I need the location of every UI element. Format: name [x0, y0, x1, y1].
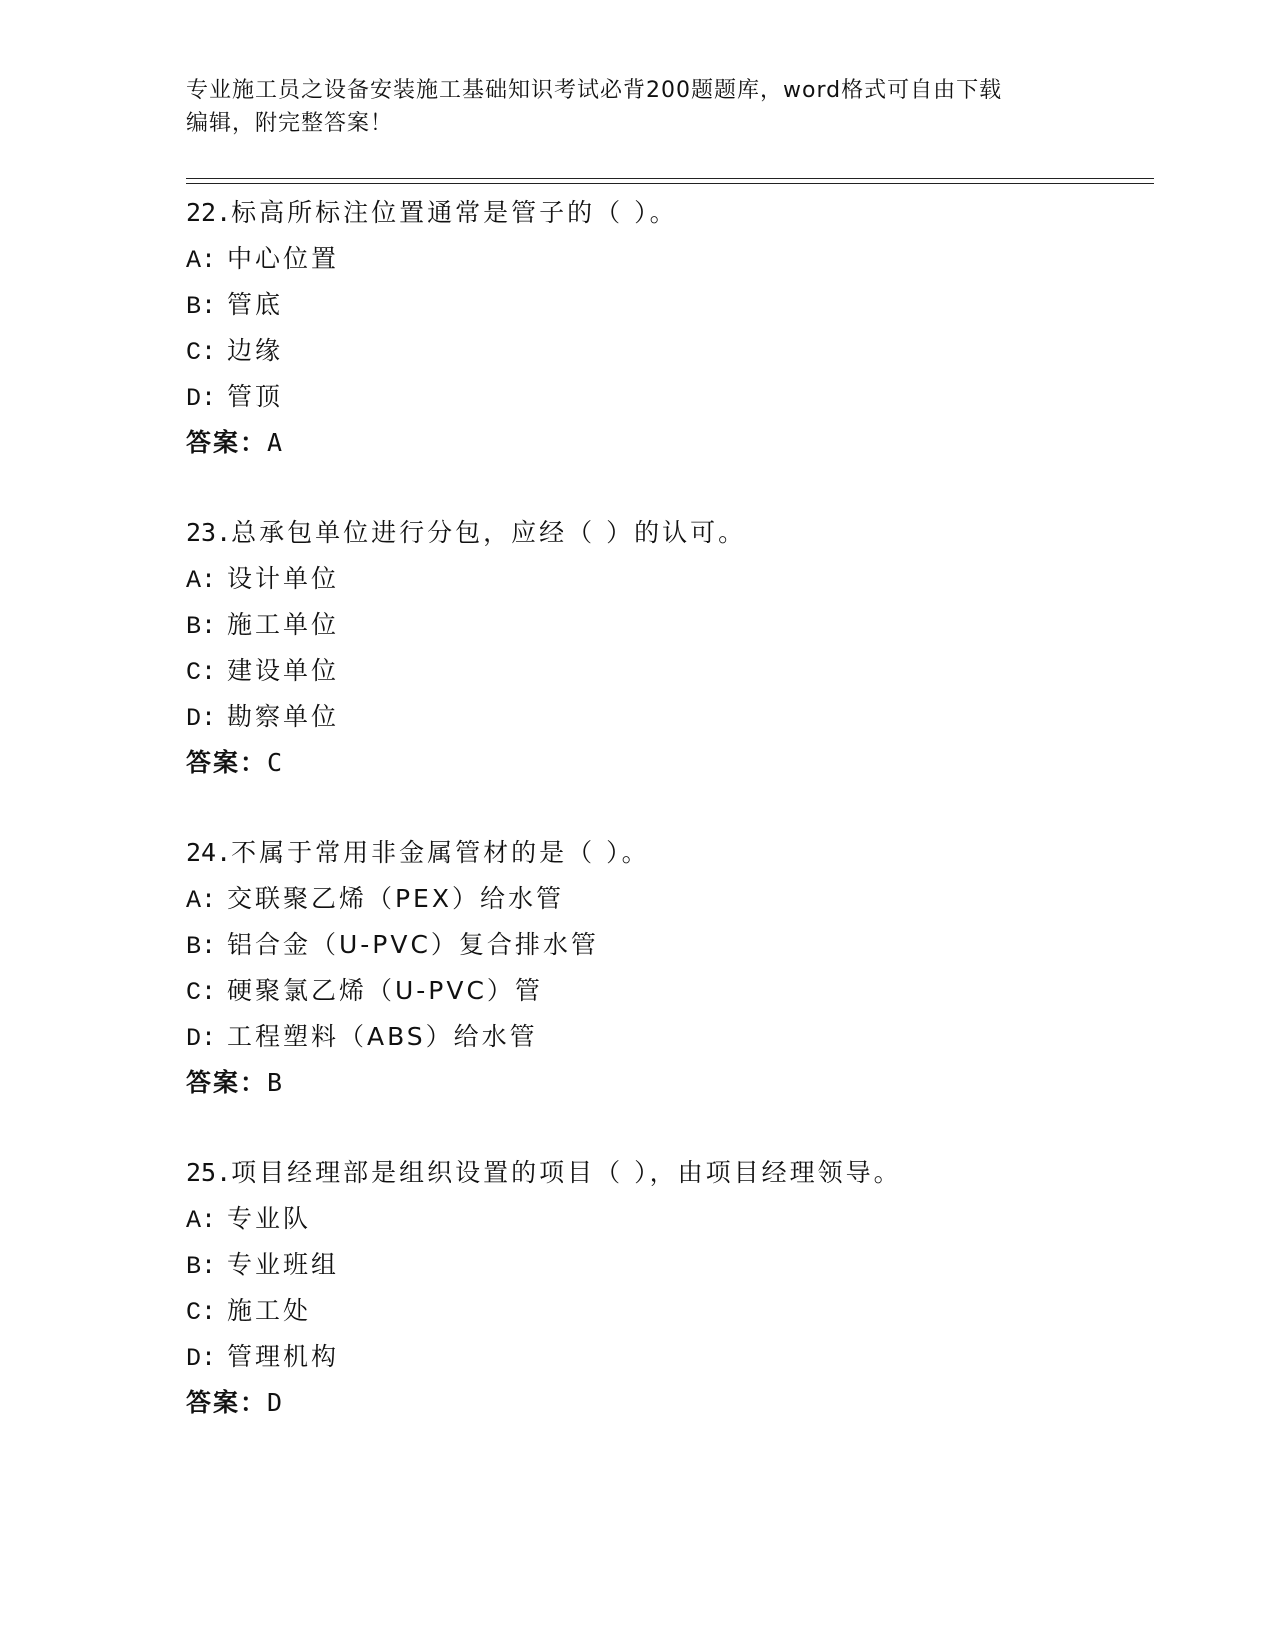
option-c: [186, 328, 1146, 374]
question-number: 25.: [186, 1158, 232, 1187]
question-text: 标高所标注位置通常是管子的（ ）。: [231, 198, 678, 227]
answer-value: D: [267, 1388, 285, 1417]
option-text: 管顶: [226, 382, 283, 411]
option-text: 专业班组: [226, 1250, 339, 1279]
answer-label: 答案：: [186, 428, 268, 457]
answer-value: B: [267, 1068, 285, 1097]
option-letter: A:: [186, 566, 217, 595]
option-text: 专业队: [226, 1204, 311, 1233]
header-divider-bottom: [186, 183, 1154, 184]
option-text: 设计单位: [226, 564, 339, 593]
option-c: [186, 648, 1146, 694]
option-c: [186, 1288, 1146, 1334]
option-text: 铝合金（U-PVC）复合排水管: [226, 930, 599, 959]
document-header: [186, 74, 1066, 140]
option-a: [186, 876, 1146, 922]
option-letter: C:: [186, 978, 217, 1007]
option-letter: B:: [186, 292, 217, 321]
question-23: [186, 510, 1146, 830]
option-letter: A:: [186, 1206, 217, 1235]
answer-value: A: [267, 428, 285, 457]
option-text: 交联聚乙烯（PEX）给水管: [226, 884, 564, 913]
option-letter: B:: [186, 612, 217, 641]
option-letter: D:: [186, 1024, 217, 1053]
option-text: 施工处: [226, 1296, 311, 1325]
question-24: [186, 830, 1146, 1150]
option-text: 勘察单位: [226, 702, 339, 731]
option-text: 施工单位: [226, 610, 339, 639]
option-d: [186, 374, 1146, 420]
option-d: [186, 694, 1146, 740]
option-text: 建设单位: [226, 656, 339, 685]
option-letter: C:: [186, 1298, 217, 1327]
option-letter: B:: [186, 1252, 217, 1281]
question-text: 项目经理部是组织设置的项目（ ），由项目经理领导。: [231, 1158, 902, 1187]
option-text: 边缘: [226, 336, 283, 365]
option-letter: B:: [186, 932, 217, 961]
option-d: [186, 1334, 1146, 1380]
option-text: 中心位置: [226, 244, 339, 273]
question-list: [186, 190, 1146, 1470]
question-stem: [186, 1150, 1146, 1196]
option-letter: D:: [186, 384, 217, 413]
question-stem: [186, 510, 1146, 556]
question-number: 23.: [186, 518, 232, 547]
answer-line: [186, 740, 1146, 786]
answer-line: [186, 420, 1146, 466]
option-a: [186, 236, 1146, 282]
answer-line: [186, 1060, 1146, 1106]
question-text: 不属于常用非金属管材的是（ ）。: [231, 838, 650, 867]
header-title-line-2: 编辑，附完整答案！: [186, 111, 394, 136]
option-text: 工程塑料（ABS）给水管: [226, 1022, 538, 1051]
question-stem: [186, 190, 1146, 236]
option-letter: C:: [186, 658, 217, 687]
option-b: [186, 282, 1146, 328]
option-text: 管底: [226, 290, 283, 319]
option-d: [186, 1014, 1146, 1060]
option-c: [186, 968, 1146, 1014]
question-25: [186, 1150, 1146, 1470]
answer-label: 答案：: [186, 748, 268, 777]
answer-label: 答案：: [186, 1068, 268, 1097]
option-a: [186, 1196, 1146, 1242]
option-a: [186, 556, 1146, 602]
answer-line: [186, 1380, 1146, 1426]
option-letter: C:: [186, 338, 217, 367]
question-stem: [186, 830, 1146, 876]
option-b: [186, 1242, 1146, 1288]
option-b: [186, 922, 1146, 968]
option-text: 硬聚氯乙烯（U-PVC）管: [226, 976, 543, 1005]
option-letter: D:: [186, 704, 217, 733]
answer-value: C: [267, 748, 285, 777]
option-letter: A:: [186, 246, 217, 275]
option-b: [186, 602, 1146, 648]
header-divider-top: [186, 178, 1154, 179]
answer-label: 答案：: [186, 1388, 268, 1417]
question-number: 24.: [186, 838, 232, 867]
option-text: 管理机构: [226, 1342, 339, 1371]
option-letter: D:: [186, 1344, 217, 1373]
option-letter: A:: [186, 886, 217, 915]
question-number: 22.: [186, 198, 232, 227]
question-22: [186, 190, 1146, 510]
header-title-line-1: 专业施工员之设备安装施工基础知识考试必背200题题库，word格式可自由下载: [186, 78, 1003, 103]
question-text: 总承包单位进行分包，应经（ ）的认可。: [231, 518, 747, 547]
